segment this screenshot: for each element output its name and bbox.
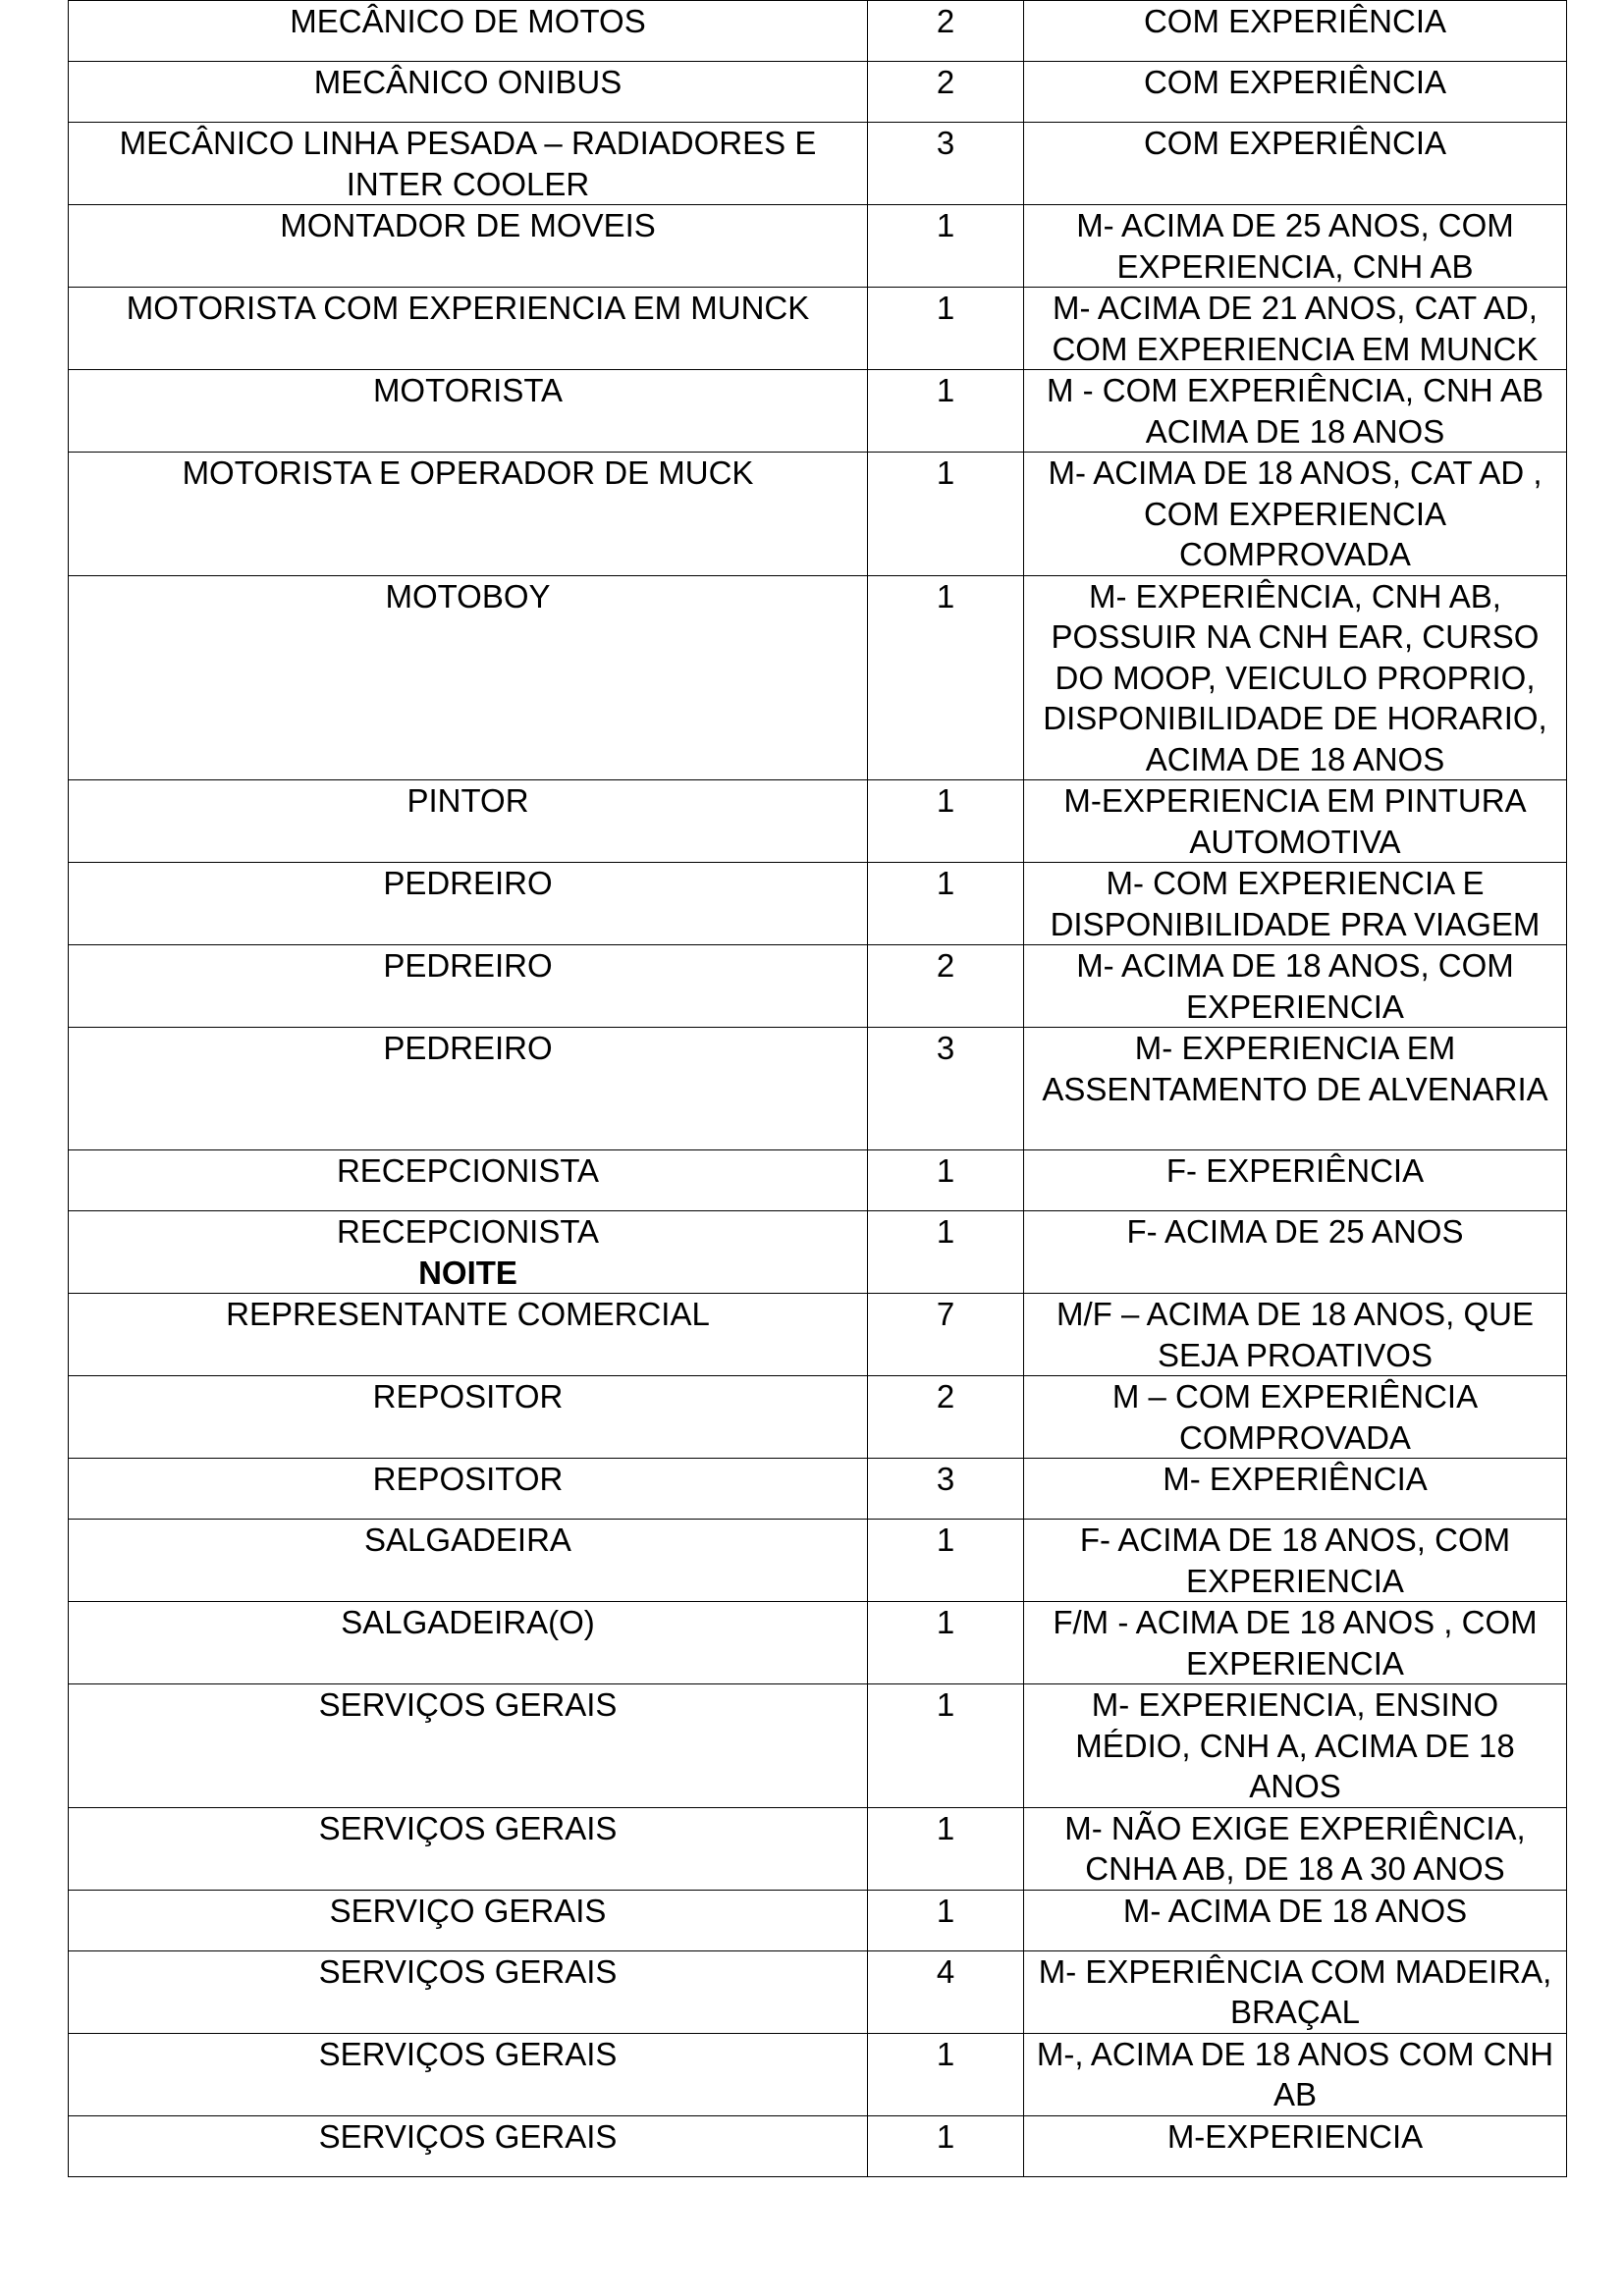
requirements-cell: M-, ACIMA DE 18 ANOS COM CNH AB [1024, 2033, 1567, 2115]
table-row [69, 123, 1567, 205]
requirements-cell: M- EXPERIENCIA EM ASSENTAMENTO DE ALVENARIA [1024, 1028, 1567, 1150]
vacancy-count-cell: 1 [868, 863, 1024, 945]
requirements-cell: M- ACIMA DE 18 ANOS, COM EXPERIENCIA [1024, 945, 1567, 1028]
table-row [69, 1520, 1567, 1602]
vacancy-count-cell: 1 [868, 1150, 1024, 1211]
requirements-cell: M – COM EXPERIÊNCIA COMPROVADA [1024, 1376, 1567, 1459]
job-title-cell [69, 370, 868, 453]
job-title: RECEPCIONISTA [336, 1152, 600, 1189]
requirements-cell: M- ACIMA DE 25 ANOS, COM EXPERIENCIA, CNH AB [1024, 205, 1567, 288]
job-title: MONTADOR DE MOVEIS [280, 207, 656, 243]
table-row [69, 863, 1567, 945]
requirements-cell: F- ACIMA DE 25 ANOS [1024, 1211, 1567, 1294]
requirements-cell: COM EXPERIÊNCIA [1024, 1, 1567, 62]
requirements-cell: M- EXPERIENCIA, ENSINO MÉDIO, CNH A, ACIMA DE 18 ANOS [1024, 1684, 1567, 1808]
requirements-cell: M- COM EXPERIENCIA E DISPONIBILIDADE PRA VIAGEM [1024, 863, 1567, 945]
vacancy-count-cell: 1 [868, 1520, 1024, 1602]
requirements-cell: F/M - ACIMA DE 18 ANOS , COM EXPERIENCIA [1024, 1602, 1567, 1684]
table-row [69, 1150, 1567, 1211]
job-title-cell [69, 575, 868, 780]
table-row [69, 370, 1567, 453]
vacancy-count-cell: 2 [868, 62, 1024, 123]
job-title: RECEPCIONISTA [336, 1213, 600, 1250]
job-title-cell [69, 123, 868, 205]
job-title: SERVIÇOS GERAIS [318, 1952, 618, 1990]
table-row [69, 1, 1567, 62]
job-title-cell [69, 453, 868, 576]
requirements-cell: M- EXPERIÊNCIA COM MADEIRA, BRAÇAL [1024, 1950, 1567, 2033]
job-title: PEDREIRO [383, 1030, 553, 1066]
vacancy-count-cell: 1 [868, 1807, 1024, 1890]
requirements-cell: M- ACIMA DE 21 ANOS, CAT AD, COM EXPERIENCIA EM MUNCK [1024, 288, 1567, 370]
job-title: SERVIÇOS GERAIS [318, 1686, 618, 1723]
table-row [69, 1890, 1567, 1950]
vacancy-count-cell: 1 [868, 370, 1024, 453]
vacancy-count-cell: 3 [868, 1459, 1024, 1520]
job-title: PINTOR [406, 782, 529, 819]
job-title-cell [69, 62, 868, 123]
requirements-cell: F- ACIMA DE 18 ANOS, COM EXPERIENCIA [1024, 1520, 1567, 1602]
job-title-cell [69, 2033, 868, 2115]
job-title-cell [69, 1684, 868, 1808]
job-title-cell [69, 863, 868, 945]
requirements-cell: M/F – ACIMA DE 18 ANOS, QUE SEJA PROATIVOS [1024, 1294, 1567, 1376]
job-title: SALGADEIRA(O) [341, 1604, 595, 1640]
vacancy-count-cell: 2 [868, 1, 1024, 62]
job-vacancies-body [69, 1, 1567, 2177]
requirements-cell: M-EXPERIENCIA EM PINTURA AUTOMOTIVA [1024, 780, 1567, 863]
vacancy-count-cell: 1 [868, 780, 1024, 863]
job-title-cell [69, 1520, 868, 1602]
job-title: REPOSITOR [372, 1461, 564, 1497]
vacancy-count-cell: 2 [868, 1376, 1024, 1459]
table-row [69, 1211, 1567, 1294]
job-title: SERVIÇO GERAIS [329, 1892, 607, 1929]
job-title: PEDREIRO [383, 947, 553, 984]
table-row [69, 453, 1567, 576]
job-title: SALGADEIRA [364, 1522, 571, 1558]
requirements-cell: M- EXPERIÊNCIA [1024, 1459, 1567, 1520]
table-row [69, 1459, 1567, 1520]
vacancy-count-cell: 1 [868, 575, 1024, 780]
job-title-cell [69, 1890, 868, 1950]
table-row [69, 1950, 1567, 2033]
table-row [69, 1376, 1567, 1459]
job-vacancies-table [68, 0, 1567, 2177]
job-title: PEDREIRO [383, 865, 553, 901]
job-title: REPOSITOR [372, 1378, 564, 1415]
table-row [69, 1602, 1567, 1684]
job-title: MECÂNICO ONIBUS [313, 64, 623, 100]
vacancy-count-cell: 2 [868, 945, 1024, 1028]
table-row [69, 288, 1567, 370]
job-title: MECÂNICO DE MOTOS [290, 3, 646, 39]
job-title-cell [69, 1950, 868, 2033]
requirements-cell: F- EXPERIÊNCIA [1024, 1150, 1567, 1211]
table-row [69, 1294, 1567, 1376]
requirements-cell: M- ACIMA DE 18 ANOS [1024, 1890, 1567, 1950]
table-row [69, 1807, 1567, 1890]
requirements-cell: M-EXPERIENCIA [1024, 2115, 1567, 2176]
requirements-cell: M - COM EXPERIÊNCIA, CNH AB ACIMA DE 18 ANOS [1024, 370, 1567, 453]
table-row [69, 945, 1567, 1028]
job-title-cell [69, 1376, 868, 1459]
table-row [69, 780, 1567, 863]
job-title: SERVIÇOS GERAIS [318, 2117, 618, 2155]
vacancy-count-cell: 1 [868, 205, 1024, 288]
job-title-cell [69, 288, 868, 370]
job-title-cell [69, 945, 868, 1028]
job-title-cell [69, 1602, 868, 1684]
job-title-cell [69, 1294, 868, 1376]
vacancy-count-cell: 3 [868, 123, 1024, 205]
table-row [69, 575, 1567, 780]
table-row [69, 2115, 1567, 2176]
table-row [69, 1684, 1567, 1808]
requirements-cell: M- ACIMA DE 18 ANOS, CAT AD , COM EXPERIENCIA COMPROVADA [1024, 453, 1567, 576]
table-row [69, 205, 1567, 288]
job-title-cell [69, 1211, 868, 1294]
vacancy-count-cell: 1 [868, 1684, 1024, 1808]
table-row [69, 1028, 1567, 1150]
requirements-cell: COM EXPERIÊNCIA [1024, 62, 1567, 123]
job-title-cell [69, 1028, 868, 1150]
vacancy-count-cell: 1 [868, 2115, 1024, 2176]
requirements-cell: M- NÃO EXIGE EXPERIÊNCIA, CNHA AB, DE 18 A 30 ANOS [1024, 1807, 1567, 1890]
job-title: MOTORISTA COM EXPERIENCIA EM MUNCK [126, 290, 810, 326]
vacancy-count-cell: 7 [868, 1294, 1024, 1376]
vacancy-count-cell: 1 [868, 288, 1024, 370]
table-row [69, 62, 1567, 123]
job-title-cell [69, 1807, 868, 1890]
vacancy-count-cell: 3 [868, 1028, 1024, 1150]
job-title-cell [69, 2115, 868, 2176]
job-title-cell [69, 1, 868, 62]
job-title: REPRESENTANTE COMERCIAL [226, 1296, 710, 1332]
vacancy-count-cell: 1 [868, 1890, 1024, 1950]
job-title-cell [69, 1459, 868, 1520]
table-row [69, 2033, 1567, 2115]
job-title-cell [69, 205, 868, 288]
requirements-cell: COM EXPERIÊNCIA [1024, 123, 1567, 205]
job-title: MOTOBOY [385, 577, 551, 614]
job-title: MOTORISTA E OPERADOR DE MUCK [182, 454, 754, 491]
vacancy-count-cell: 4 [868, 1950, 1024, 2033]
job-shift-note: NOITE [418, 1254, 517, 1291]
job-title: MOTORISTA [372, 372, 564, 408]
job-title: SERVIÇOS GERAIS [318, 1809, 618, 1846]
job-title-cell [69, 1150, 868, 1211]
vacancy-count-cell: 1 [868, 453, 1024, 576]
requirements-cell: M- EXPERIÊNCIA, CNH AB, POSSUIR NA CNH EAR, CURSO DO MOOP, VEICULO PROPRIO, DISPONIBILIDADE DE HORARIO, ACIMA DE 18 ANOS [1024, 575, 1567, 780]
vacancy-count-cell: 1 [868, 1602, 1024, 1684]
vacancy-count-cell: 1 [868, 2033, 1024, 2115]
job-title-cell [69, 780, 868, 863]
job-title: SERVIÇOS GERAIS [318, 2035, 618, 2072]
vacancy-count-cell: 1 [868, 1211, 1024, 1294]
job-title: MECÂNICO LINHA PESADA – RADIADORES E INTER COOLER [119, 125, 817, 202]
